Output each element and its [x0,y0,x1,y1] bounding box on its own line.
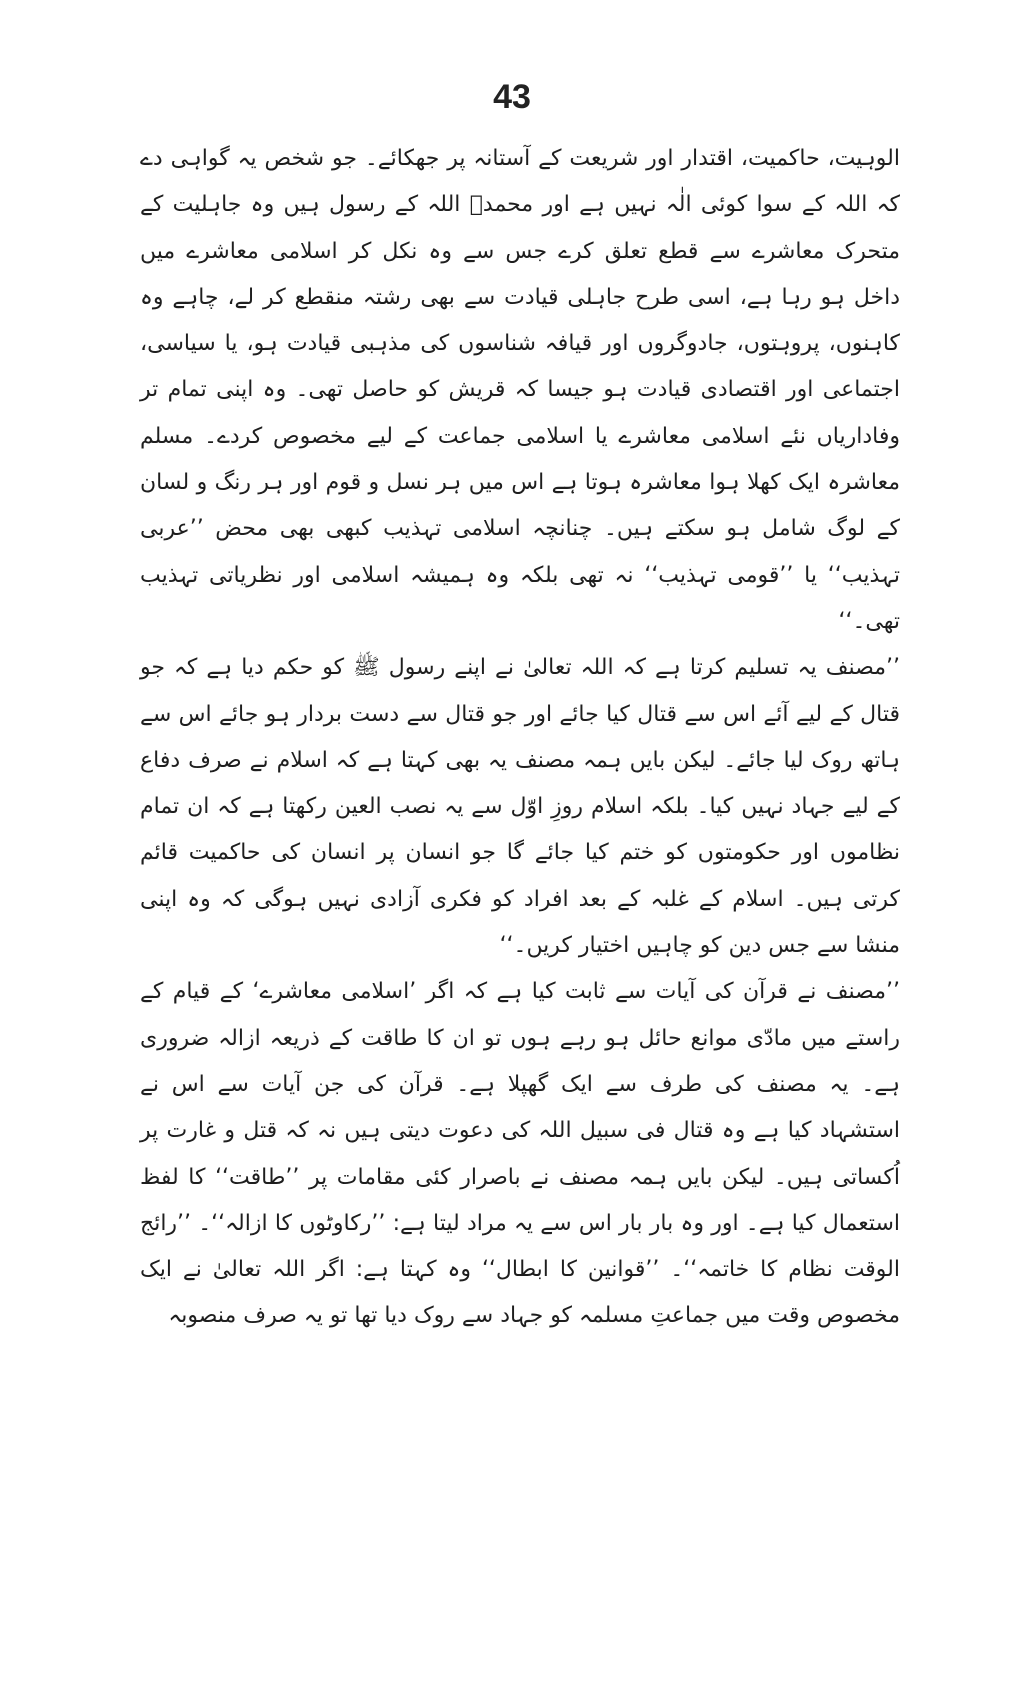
page-number: 43 [493,78,531,116]
paragraph-1: الوہیت، حاکمیت، اقتدار اور شریعت کے آستانہ پر جھکائے۔ جو شخص یہ گواہی دے کہ اللہ کے سوا کوئی الٰہ نہیں ہے اور محمدؐ اللہ کے رسول ہیں وہ جاہلیت کے متحرک معاشرے سے قطع تعلق کرے جس سے وہ نکل کر اسلامی معاشرے میں داخل ہو رہا ہے، اسی طرح جاہلی قیادت سے بھی رشتہ منقطع کر لے، چاہے وہ کاہنوں، پروہتوں، جادوگروں اور قیافہ شناسوں کی مذہبی قیادت ہو، یا سیاسی، اجتماعی اور اقتصادی قیادت ہو جیسا کہ قریش کو حاصل تھی۔ وہ اپنی تمام تر وفاداریاں نئے اسلامی معاشرے یا اسلامی جماعت کے لیے مخصوص کردے۔ مسلم معاشرہ ایک کھلا ہوا معاشرہ ہوتا ہے اس میں ہر نسل و قوم اور ہر رنگ و لسان کے لوگ شامل ہو سکتے ہیں۔ چنانچہ اسلامی تہذیب کبھی بھی محض ’’عربی تہذیب‘‘ یا ’’قومی تہذیب‘‘ نہ تھی بلکہ وہ ہمیشہ اسلامی اور نظریاتی تہذیب تھی۔‘‘ [140,146,900,634]
paragraph-2: ’’مصنف یہ تسلیم کرتا ہے کہ اللہ تعالیٰ نے اپنے رسول ﷺ کو حکم دیا ہے کہ جو قتال کے لیے آئے اس سے قتال کیا جائے اور جو قتال سے دست بردار ہو جائے اس سے ہاتھ روک لیا جائے۔ لیکن بایں ہمہ مصنف یہ بھی کہتا ہے کہ اسلام نے صرف دفاع کے لیے جہاد نہیں کیا۔ بلکہ اسلام روزِ اوّل سے یہ نصب العین رکھتا ہے کہ ان تمام نظاموں اور حکومتوں کو ختم کیا جائے گا جو انسان پر انسان کی حاکمیت قائم کرتی ہیں۔ اسلام کے غلبہ کے بعد افراد کو فکری آزادی نہیں ہوگی کہ وہ اپنی منشا سے جس دین کو چاہیں اختیار کریں۔‘‘ [140,655,900,959]
page-body-text [140,136,900,1340]
paragraph-3: ’’مصنف نے قرآن کی آیات سے ثابت کیا ہے کہ اگر ’اسلامی معاشرے‘ کے قیام کے راستے میں مادّی موانع حائل ہو رہے ہوں تو ان کا طاقت کے ذریعہ ازالہ ضروری ہے۔ یہ مصنف کی طرف سے ایک گھپلا ہے۔ قرآن کی جن آیات سے اس نے استشہاد کیا ہے وہ قتال فی سبیل اللہ کی دعوت دیتی ہیں نہ کہ قتل و غارت پر اُکساتی ہیں۔ لیکن بایں ہمہ مصنف نے باصرار کئی مقامات پر ’’طاقت‘‘ کا لفظ استعمال کیا ہے۔ اور وہ بار بار اس سے یہ مراد لیتا ہے: ’’رکاوٹوں کا ازالہ‘‘۔ ’’رائج الوقت نظام کا خاتمہ‘‘۔ ’’قوانین کا ابطال‘‘ وہ کہتا ہے: اگر اللہ تعالیٰ نے ایک مخصوص وقت میں جماعتِ مسلمہ کو جہاد سے روک دیا تھا تو یہ صرف منصوبہ [140,979,900,1329]
